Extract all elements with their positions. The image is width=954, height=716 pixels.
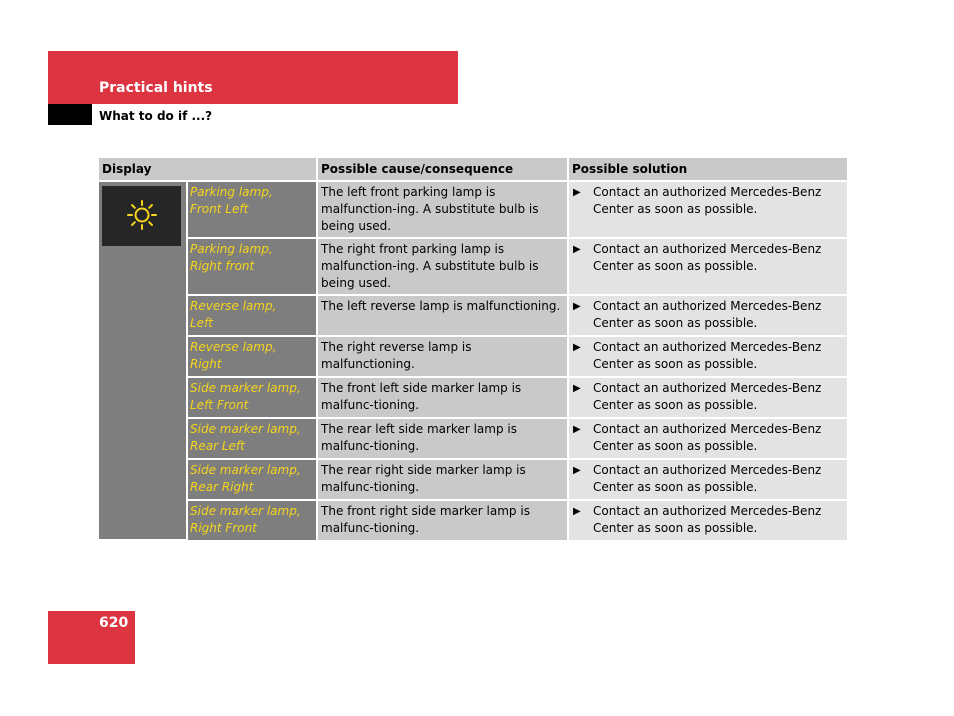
cause-text: The right front parking lamp is malfunction-ing. A substitute bulb is being used. xyxy=(317,238,568,295)
table-row xyxy=(99,238,847,295)
solution-cell xyxy=(568,377,847,418)
table-header-row xyxy=(99,158,847,181)
table-row xyxy=(99,181,847,238)
solution-text: Contact an authorized Mercedes-Benz Center as soon as possible. xyxy=(593,242,822,273)
section-title: Practical hints xyxy=(99,80,213,96)
display-message: Side marker lamp, Right Front xyxy=(187,500,317,540)
display-message: Side marker lamp, Rear Left xyxy=(187,418,317,459)
display-message: Parking lamp, Right front xyxy=(187,238,317,295)
solution-cell xyxy=(568,336,847,377)
table-row xyxy=(99,500,847,540)
cause-text: The rear left side marker lamp is malfunc-tioning. xyxy=(317,418,568,459)
table-row xyxy=(99,377,847,418)
cause-text: The front right side marker lamp is malfunc-tioning. xyxy=(317,500,568,540)
display-icon-cell xyxy=(99,181,187,540)
hints-table xyxy=(99,158,847,541)
solution-cell xyxy=(568,459,847,500)
solution-cell xyxy=(568,500,847,540)
table-row xyxy=(99,418,847,459)
solution-text: Contact an authorized Mercedes-Benz Center as soon as possible. xyxy=(593,299,822,330)
cause-text: The left front parking lamp is malfunction-ing. A substitute bulb is being used. xyxy=(317,181,568,238)
solution-cell xyxy=(568,418,847,459)
cause-text: The right reverse lamp is malfunctioning. xyxy=(317,336,568,377)
solution-cell xyxy=(568,238,847,295)
solution-text: Contact an authorized Mercedes-Benz Center as soon as possible. xyxy=(593,340,822,371)
display-message: Reverse lamp, Right xyxy=(187,336,317,377)
cause-text: The left reverse lamp is malfunctioning. xyxy=(317,295,568,336)
bullet-triangle-icon: ▶ xyxy=(573,301,581,312)
table-row xyxy=(99,295,847,336)
display-message: Parking lamp, Front Left xyxy=(187,181,317,238)
bullet-triangle-icon: ▶ xyxy=(573,424,581,435)
column-header-solution: Possible solution xyxy=(568,158,847,181)
display-message: Reverse lamp, Left xyxy=(187,295,317,336)
bullet-triangle-icon: ▶ xyxy=(573,187,581,198)
solution-cell xyxy=(568,181,847,238)
bullet-triangle-icon: ▶ xyxy=(573,244,581,255)
display-message: Side marker lamp, Left Front xyxy=(187,377,317,418)
bullet-triangle-icon: ▶ xyxy=(573,506,581,517)
column-header-cause: Possible cause/consequence xyxy=(317,158,568,181)
solution-text: Contact an authorized Mercedes-Benz Center as soon as possible. xyxy=(593,381,822,412)
display-icon-panel xyxy=(102,186,181,246)
subsection-title: What to do if ...? xyxy=(99,109,213,123)
bullet-triangle-icon: ▶ xyxy=(573,383,581,394)
solution-text: Contact an authorized Mercedes-Benz Center as soon as possible. xyxy=(593,504,822,535)
cause-text: The front left side marker lamp is malfunc-tioning. xyxy=(317,377,568,418)
solution-text: Contact an authorized Mercedes-Benz Center as soon as possible. xyxy=(593,185,822,216)
lamp-warning-icon xyxy=(125,199,159,233)
table-row xyxy=(99,459,847,500)
page-number: 620 xyxy=(99,615,129,631)
column-header-display: Display xyxy=(99,158,317,181)
header-black-tab xyxy=(48,104,92,125)
solution-text: Contact an authorized Mercedes-Benz Center as soon as possible. xyxy=(593,422,822,453)
solution-cell xyxy=(568,295,847,336)
bullet-triangle-icon: ▶ xyxy=(573,465,581,476)
table-row xyxy=(99,336,847,377)
header-bar xyxy=(48,51,458,104)
display-message: Side marker lamp, Rear Right xyxy=(187,459,317,500)
bullet-triangle-icon: ▶ xyxy=(573,342,581,353)
solution-text: Contact an authorized Mercedes-Benz Center as soon as possible. xyxy=(593,463,822,494)
cause-text: The rear right side marker lamp is malfunc-tioning. xyxy=(317,459,568,500)
